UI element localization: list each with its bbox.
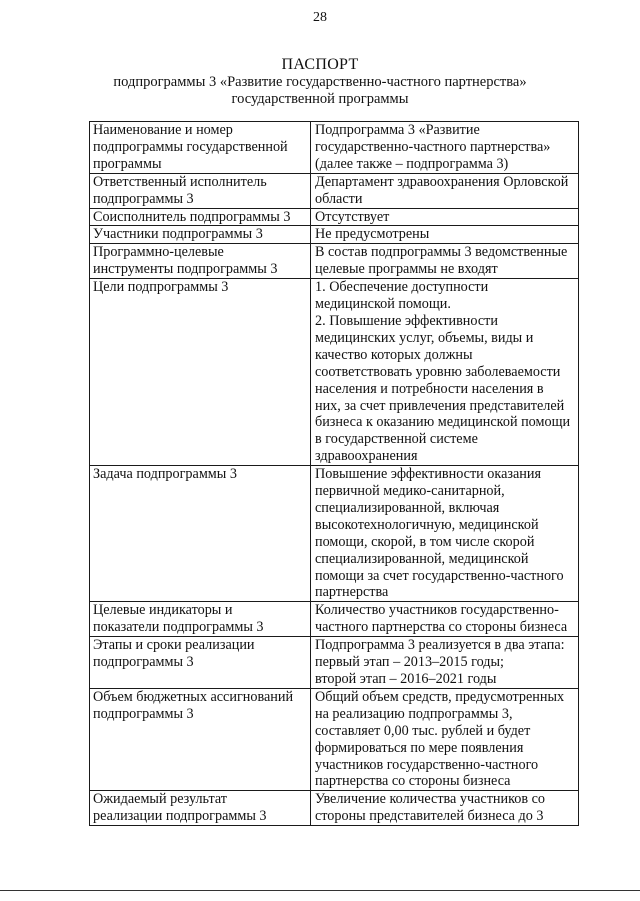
label-line: Ответственный исполнитель	[93, 173, 267, 190]
row-value	[311, 226, 579, 244]
label-line: Этапы и сроки реализации	[93, 637, 255, 654]
bottom-divider-line	[0, 890, 640, 891]
value-line: первичной медико-санитарной,	[315, 483, 505, 500]
label-line: программы	[93, 155, 162, 172]
value-line: области	[315, 190, 363, 207]
value-line: помощи, скорой, в том числе скорой	[315, 533, 535, 550]
table-row-expected-result	[90, 791, 579, 826]
row-label	[90, 279, 311, 466]
label-line: Участники подпрограммы 3	[93, 226, 263, 243]
value-line: помощи за счет государственно-частного	[315, 567, 564, 584]
value-line: стороны представителей бизнеса до 3	[315, 808, 544, 825]
value-line: специализированной, медицинской	[315, 550, 529, 567]
label-line: Цели подпрограммы 3	[93, 279, 229, 296]
value-line: составляет 0,00 тыс. рублей и будет	[315, 722, 531, 739]
row-label	[90, 602, 311, 637]
table-row-name-and-number	[90, 122, 579, 174]
row-value	[311, 208, 579, 226]
row-label	[90, 244, 311, 279]
label-line: подпрограммы государственной	[93, 138, 288, 155]
label-line: Объем бюджетных ассигнований	[93, 688, 294, 705]
value-line: Департамент здравоохранения Орловской	[315, 173, 569, 190]
label-line: подпрограммы 3	[93, 654, 194, 671]
value-line: них, за счет привлечения представителей	[315, 397, 565, 414]
table-row-stages-and-terms	[90, 637, 579, 689]
value-line: второй этап – 2016–2021 годы	[315, 671, 497, 687]
value-line: здравоохранения	[315, 448, 418, 465]
value-line: первый этап – 2013–2015 годы;	[315, 654, 504, 671]
label-line: реализации подпрограммы 3	[93, 808, 267, 825]
value-line: медицинских услуг, объемы, виды и	[315, 329, 534, 346]
label-line: Наименование и номер	[93, 122, 233, 138]
label-line: Программно-целевые	[93, 244, 224, 261]
value-line: В состав подпрограммы 3 ведомственные	[315, 244, 568, 261]
document-subtitle-line-1: подпрограммы 3 «Развитие государственно-частного партнерства»	[113, 74, 527, 90]
value-line: Повышение эффективности оказания	[315, 466, 541, 483]
row-label	[90, 173, 311, 208]
value-line: партнерства со стороны бизнеса	[315, 773, 511, 790]
value-line: 1. Обеспечение доступности	[315, 279, 489, 296]
value-line: участников государственно-частного	[315, 756, 539, 773]
row-label	[90, 466, 311, 602]
table-row-participants	[90, 226, 579, 244]
row-value	[311, 791, 579, 826]
value-line: Подпрограмма 3 реализуется в два этапа:	[315, 637, 565, 654]
value-line: Количество участников государственно-	[315, 602, 559, 619]
row-value	[311, 122, 579, 174]
value-line: частного партнерства со стороны бизнеса	[315, 619, 568, 636]
document-title: ПАСПОРТ	[281, 56, 359, 73]
table-row-budget-allocations	[90, 688, 579, 790]
row-value	[311, 173, 579, 208]
value-line: (далее также – подпрограмма 3)	[315, 155, 509, 172]
label-line: показатели подпрограммы 3	[93, 619, 264, 636]
value-line: Подпрограмма 3 «Развитие	[315, 122, 480, 138]
value-line: в государственной системе	[315, 431, 478, 448]
table-row-task	[90, 466, 579, 602]
row-value	[311, 466, 579, 602]
passport-table	[89, 121, 579, 826]
value-line: 2. Повышение эффективности	[315, 312, 498, 329]
value-line: медицинской помощи.	[315, 296, 451, 313]
value-line: целевые программы не входят	[315, 261, 498, 278]
row-label	[90, 208, 311, 226]
value-line: формироваться по мере появления	[315, 739, 524, 756]
row-label	[90, 688, 311, 790]
value-line: специализированной, включая	[315, 499, 500, 516]
value-line: партнерства	[315, 584, 389, 601]
row-value	[311, 244, 579, 279]
value-line: населения и потребности населения в	[315, 380, 544, 397]
value-line: бизнеса к оказанию медицинской помощи	[315, 414, 571, 431]
value-line: соответствовать уровню заболеваемости	[315, 363, 561, 380]
row-label	[90, 637, 311, 689]
label-line: инструменты подпрограммы 3	[93, 261, 278, 278]
document-header	[0, 55, 640, 108]
value-line: Не предусмотрены	[315, 226, 430, 243]
label-line: подпрограммы 3	[93, 190, 194, 207]
table-row-goals	[90, 279, 579, 466]
value-line: Отсутствует	[315, 208, 390, 225]
passport-table-body	[90, 122, 579, 826]
table-row-target-indicators	[90, 602, 579, 637]
label-line: Целевые индикаторы и	[93, 602, 233, 619]
row-value	[311, 637, 579, 689]
value-line: на реализацию подпрограммы 3,	[315, 705, 513, 722]
row-value	[311, 688, 579, 790]
label-line: подпрограммы 3	[93, 705, 194, 722]
table-row-responsible-executor	[90, 173, 579, 208]
document-subtitle-line-2: государственной программы	[231, 91, 409, 107]
value-line: Увеличение количества участников со	[315, 791, 545, 808]
row-value	[311, 602, 579, 637]
label-line: Задача подпрограммы 3	[93, 466, 237, 483]
value-line: высокотехнологичную, медицинской	[315, 516, 539, 533]
row-value	[311, 279, 579, 466]
row-label	[90, 226, 311, 244]
row-label	[90, 122, 311, 174]
table-row-program-target-tools	[90, 244, 579, 279]
label-line: Соисполнитель подпрограммы 3	[93, 208, 291, 225]
page-number: 28	[313, 10, 327, 25]
value-line: государственно-частного партнерства»	[315, 138, 551, 155]
value-line: Общий объем средств, предусмотренных	[315, 688, 565, 705]
label-line: Ожидаемый результат	[93, 791, 227, 808]
table-row-co-executor	[90, 208, 579, 226]
value-line: качество которых должны	[315, 346, 473, 363]
row-label	[90, 791, 311, 826]
